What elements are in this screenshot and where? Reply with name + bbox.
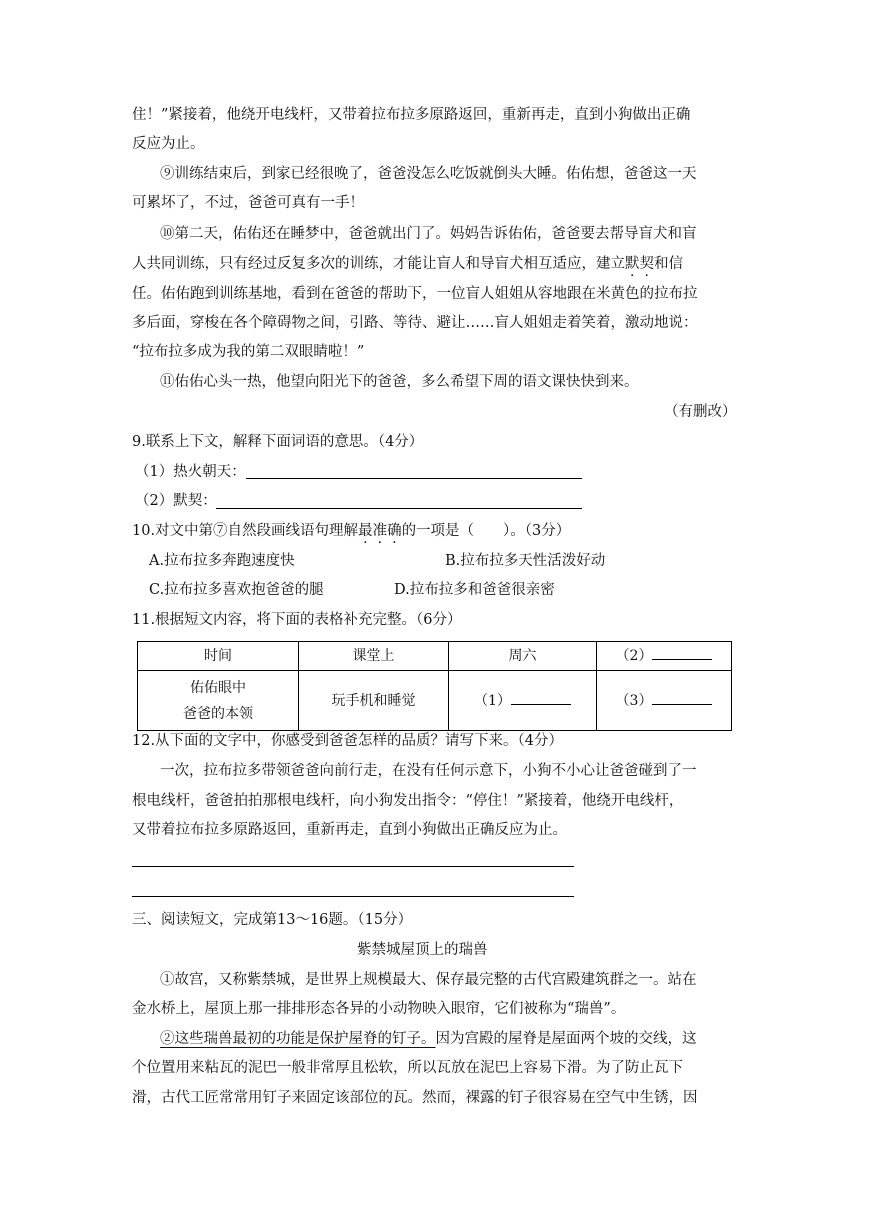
- table-cell: 玩手机和睡觉: [299, 671, 449, 731]
- table-header-blank-2[interactable]: [597, 642, 732, 671]
- emphasis-char: 默: [625, 256, 640, 272]
- story-line: 任。佑佑跑到训练基地，看到在爸爸的帮助下，一位盲人姐姐从容地跟在米黄色的拉布拉: [132, 286, 698, 302]
- passage-title: 紫禁城屋顶上的瑞兽: [357, 942, 488, 958]
- quote-line: 根电线杆，爸爸拍拍那根电线杆，向小狗发出指令：“停住！”紧接着，他绕开电线杆，: [132, 793, 684, 809]
- text-segment: 和信: [654, 256, 683, 272]
- section-heading: 三、阅读短文，完成第13～16题。（15分）: [132, 912, 413, 928]
- question-12-stem: 12.从下面的文字中，你感受到爸爸怎样的品质？请写下来。（4分）: [132, 733, 564, 749]
- passage-paragraph-2: [160, 1029, 697, 1049]
- text-segment: 10.对文中第⑦自然段画线语句理解: [132, 523, 359, 539]
- blank-line[interactable]: [652, 690, 712, 705]
- paragraph-9: ⑨训练结束后，到家已经很晚了，爸爸没怎么吃饭就倒头大睡。佑佑想，爸爸这一天: [160, 166, 697, 182]
- blank-label: （2）: [615, 648, 653, 664]
- table-cell-blank-3[interactable]: [597, 671, 732, 731]
- option-b[interactable]: B.拉布拉多天性活泼好动: [445, 553, 606, 569]
- answer-line[interactable]: [132, 866, 574, 867]
- answer-table: [137, 641, 732, 731]
- paragraph-11: ⑪佑佑心头一热，他望向阳光下的爸爸，多么希望下周的语文课快快到来。: [160, 374, 639, 390]
- underlined-sentence: ②这些瑞兽最初的功能是保护屋脊的钉子。: [160, 1031, 436, 1047]
- table-header: 周六: [449, 642, 597, 671]
- emphasis-char: 确: [387, 523, 402, 539]
- blank-label: （1）: [474, 692, 511, 709]
- source-note: （有删改）: [664, 404, 737, 420]
- option-d[interactable]: D.拉布拉多和爸爸很亲密: [394, 582, 555, 598]
- option-a[interactable]: A.拉布拉多奔跑速度快: [149, 553, 295, 569]
- passage-line: 金水桥上，屋顶上那一排排形态各异的小动物映入眼帘，它们被称为“瑞兽”。: [132, 1001, 626, 1017]
- emphasis-char: 准: [372, 523, 388, 539]
- story-line: 住！”紧接着，他绕开电线杆，又带着拉布拉多原路返回，重新再走，直到小狗做出正确: [132, 107, 691, 123]
- table-header: 时间: [138, 642, 299, 671]
- question-10-stem: [132, 521, 570, 541]
- emphasis-char: 最: [358, 523, 373, 539]
- table-cell-blank-1[interactable]: [449, 671, 597, 731]
- question-9-item-1: （1）热火朝天：: [135, 464, 246, 480]
- question-9-stem: 9.联系上下文，解释下面词语的意思。（4分）: [132, 434, 424, 450]
- passage-line: 个位置用来粘瓦的泥巴一般非常厚且松软，所以瓦放在泥巴上容易下滑。为了防止瓦下: [132, 1060, 683, 1076]
- answer-line[interactable]: [132, 896, 574, 897]
- question-11-stem: 11.根据短文内容，将下面的表格补充完整。（6分）: [132, 612, 462, 628]
- story-line: 可累坏了，不过，爸爸可真有一手！: [132, 195, 364, 211]
- row-label-line: 爸爸的本领: [183, 705, 253, 722]
- blank-label: （3）: [615, 692, 653, 709]
- story-line: 反应为止。: [132, 136, 205, 152]
- text-segment: 因为宫殿的屋脊是屋面两个坡的交线，这: [435, 1031, 697, 1047]
- emphasis-char: 契: [639, 256, 654, 272]
- answer-line[interactable]: [216, 508, 582, 509]
- paragraph-10: ⑩第二天，佑佑还在睡梦中，爸爸就出门了。妈妈告诉佑佑，爸爸要去帮导盲犬和盲: [160, 226, 697, 242]
- passage-paragraph-1: ①故宫，又称紫禁城，是世界上规模最大、保存最完整的古代宫殿建筑群之一。站在: [160, 972, 697, 988]
- passage-line: 滑，古代工匠常常用钉子来固定该部位的瓦。然而，裸露的钉子很容易在空气中生锈，因: [132, 1090, 698, 1106]
- story-line: “拉布拉多成为我的第二双眼睛啦！”: [132, 344, 365, 360]
- story-line: 多后面，穿梭在各个障碍物之间，引路、等待、避让……盲人姐姐走着笑着，激动地说：: [132, 315, 698, 331]
- question-9-item-2: （2）默契：: [135, 493, 217, 509]
- row-label-line: 佑佑眼中: [190, 679, 246, 696]
- option-c[interactable]: C.拉布拉多喜欢抱爸爸的腿: [149, 582, 324, 598]
- quote-line: 一次，拉布拉多带领爸爸向前行走，在没有任何示意下，小狗不小心让爸爸碰到了一: [160, 763, 697, 779]
- blank-line[interactable]: [652, 645, 712, 660]
- text-segment: 人共同训练，只有经过反复多次的训练，才能让盲人和导盲犬相互适应，建立: [132, 256, 625, 272]
- story-line: [132, 254, 683, 274]
- answer-line[interactable]: [246, 478, 582, 479]
- text-segment: 的一项是（ ）。（3分）: [401, 523, 571, 539]
- quote-line: 又带着拉布拉多原路返回，重新再走，直到小狗做出正确反应为止。: [132, 822, 567, 838]
- blank-line[interactable]: [511, 690, 571, 705]
- table-header: 课堂上: [299, 642, 449, 671]
- row-label: [138, 671, 299, 731]
